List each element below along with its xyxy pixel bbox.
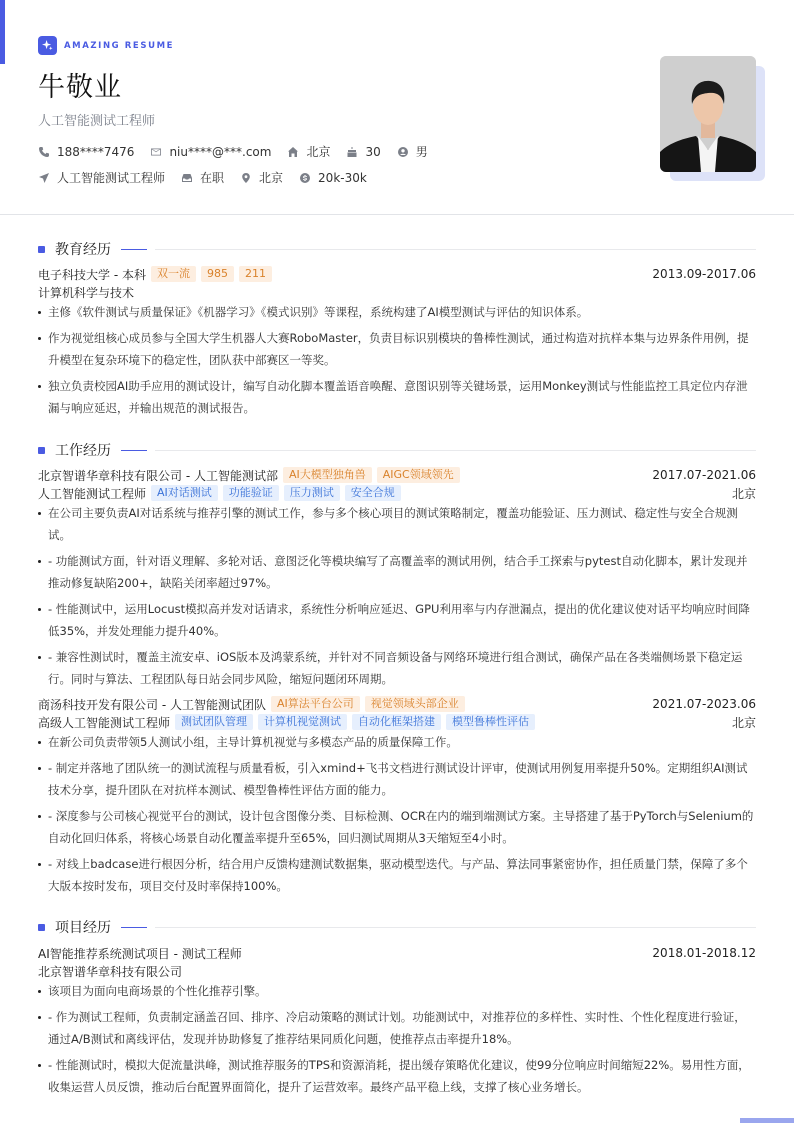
- role-tag: AI对话测试: [151, 485, 218, 501]
- bullet-item: - 兼容性测试时，覆盖主流安卓、iOS版本及鸿蒙系统，并针对不同音频设备与网络环境进行组合测试，确保产品在各类端侧场景下稳定运行。同时与算法、工程团队每日站会同步风险，缩短问题闭环周期。: [38, 646, 756, 690]
- section-line: [155, 249, 756, 250]
- role-tag: 功能验证: [223, 485, 279, 501]
- project-bullets: [38, 980, 756, 1098]
- brand-text: AMAZING RESUME: [64, 40, 175, 51]
- age-text: 30: [365, 144, 381, 159]
- phone-item: [38, 145, 134, 159]
- education-header-row: [38, 265, 756, 283]
- section-label: 工作经历: [55, 443, 111, 459]
- bullet-item: 该项目为面向电商场景的个性化推荐引擎。: [38, 980, 756, 1002]
- section-label: 教育经历: [55, 242, 111, 258]
- contact-row: [38, 143, 758, 160]
- section-dot: [38, 447, 45, 454]
- cake-icon: [346, 146, 358, 158]
- section-work-title: [38, 440, 756, 460]
- work-role-row: [38, 713, 756, 731]
- bullet-item: - 作为测试工程师，负责制定涵盖召回、排序、冷启动策略的测试计划。功能测试中，对推荐位的多样性、实时性、个性化程度进行验证，通过A/B测试和离线评估，发现并协助修复了推荐结果同质化问题，使推荐点击率提升18%。: [38, 1006, 756, 1050]
- section-line: [155, 927, 756, 928]
- project-header-row: [38, 944, 756, 962]
- bullet-item: 独立负责校园AI助手应用的测试设计，编写自动化脚本覆盖语音唤醒、意图识别等关键场景，运用Monkey测试与性能监控工具定位内存泄漏与响应延迟，并输出规范的测试报告。: [38, 375, 756, 419]
- header-divider: [0, 214, 794, 215]
- city-item: [240, 169, 283, 186]
- major: 计算机科学与技术: [38, 285, 135, 300]
- section-dash: [121, 249, 147, 250]
- bullet-item: 主修《软件测试与质量保证》《机器学习》《模式识别》等课程，系统构建了AI模型测试与评估的知识体系。: [38, 301, 756, 323]
- work-header-row: [38, 466, 756, 484]
- company-tag: AI大模型独角兽: [283, 467, 372, 483]
- bullet-item: 在公司主要负责AI对话系统与推荐引擎的测试工作，参与多个核心项目的测试策略制定，覆盖功能验证、压力测试、稳定性与安全合规测试。: [38, 502, 756, 546]
- company-tag: 视觉领域头部企业: [365, 696, 465, 712]
- work-role-row: [38, 484, 756, 502]
- phone-icon: [38, 146, 50, 158]
- email-item: [150, 145, 271, 159]
- section-education-title: [38, 239, 756, 259]
- city-text: 北京: [259, 171, 284, 185]
- project-company: 北京智谱华章科技有限公司: [38, 964, 183, 979]
- education-major-row: [38, 283, 756, 301]
- home-item: [287, 143, 330, 160]
- company-tag: AIGC领域领先: [377, 467, 460, 483]
- status-item: [181, 169, 224, 186]
- work-bullets: [38, 502, 756, 690]
- phone-text: 188****7476: [57, 144, 135, 159]
- section-dot: [38, 924, 45, 931]
- email-text: niu****@***.com: [169, 144, 272, 159]
- role-tag: 测试团队管理: [175, 714, 253, 730]
- section-label: 项目经历: [55, 920, 111, 936]
- role-tag: 压力测试: [284, 485, 340, 501]
- salary-text: 20k-30k: [318, 170, 367, 185]
- education-bullets: [38, 301, 756, 419]
- role-tag: 自动化框架搭建: [352, 714, 441, 730]
- role-tag: 计算机视觉测试: [258, 714, 347, 730]
- bullet-item: - 性能测试中，运用Locust模拟高并发对话请求，系统性分析响应延迟、GPU利用率与内存泄漏点，提出的优化建议使对话平均响应时间降低35%，并发处理能力提升40%。: [38, 598, 756, 642]
- section-dot: [38, 246, 45, 253]
- section-line: [155, 450, 756, 451]
- section-dash: [121, 927, 147, 928]
- project-company-row: [38, 962, 756, 980]
- job-text: 人工智能测试工程师: [57, 171, 166, 185]
- school-tag: 双一流: [151, 266, 196, 282]
- school-name: 电子科技大学 - 本科: [38, 267, 146, 282]
- gender-text: 男: [415, 145, 428, 159]
- resume-header: [38, 36, 758, 206]
- location-pin-icon: [240, 172, 252, 184]
- bullet-item: - 功能测试方面，针对语义理解、多轮对话、意图泛化等模块编写了高覆盖率的测试用例，结合手工探索与pytest自动化脚本，累计发现并推动修复缺陷200+，缺陷关闭率超过97%。: [38, 550, 756, 594]
- section-dash: [121, 450, 147, 451]
- send-icon: [38, 172, 50, 184]
- role-tag: 安全合规: [345, 485, 401, 501]
- home-icon: [287, 146, 299, 158]
- role-name: 人工智能测试工程师: [38, 486, 147, 501]
- bullet-item: - 对线上badcase进行根因分析，结合用户反馈构建测试数据集，驱动模型迭代。与产品、算法同事紧密协作，担任质量门禁，保障了多个大版本按时发布，项目交付及时率保持100%。: [38, 853, 756, 897]
- company-name: 北京智谱华章科技有限公司 - 人工智能测试部: [38, 468, 278, 483]
- work-entry: [38, 695, 756, 901]
- inbox-icon: [181, 172, 193, 184]
- work-header-row: [38, 695, 756, 713]
- left-accent-bar: [0, 0, 5, 64]
- company-name: 商汤科技开发有限公司 - 人工智能测试团队: [38, 697, 266, 712]
- school-tag: 211: [239, 266, 272, 282]
- candidate-title: 人工智能测试工程师: [38, 114, 156, 129]
- bullet-item: - 制定并落地了团队统一的测试流程与质量看板，引入xmind+飞书文档进行测试设计评审，使测试用例复用率提升50%。定期组织AI测试技术分享，提升团队在对抗样本测试、模型鲁棒性评估方面的能力。: [38, 757, 756, 801]
- bullet-item: 作为视觉组核心成员参与全国大学生机器人大赛RoboMaster，负责目标识别模块的鲁棒性测试，通过构造对抗样本集与边界条件用例，提升模型在复杂环境下的稳定性，团队获中部赛区一等奖。: [38, 327, 756, 371]
- sparkle-icon: [38, 36, 57, 55]
- section-project-title: [38, 917, 756, 937]
- education-date: 2013.09-2017.06: [652, 267, 756, 281]
- work-city: 北京: [731, 486, 756, 501]
- role-tag: 模型鲁棒性评估: [446, 714, 535, 730]
- company-tag: AI算法平台公司: [271, 696, 360, 712]
- coin-icon: [299, 172, 311, 184]
- home-text: 北京: [306, 145, 331, 159]
- candidate-name: 牛敬业: [38, 72, 122, 103]
- bullet-item: - 性能测试时，模拟大促流量洪峰，测试推荐服务的TPS和资源消耗，提出缓存策略优化建议，使99分位响应时间缩短22%。易用性方面，收集运营人员反馈，推动后台配置界面简化，提升了运营效率。最终产品平稳上线，支撑了核心业务增长。: [38, 1054, 756, 1098]
- job-item: [38, 169, 165, 186]
- role-name: 高级人工智能测试工程师: [38, 715, 171, 730]
- bullet-item: - 深度参与公司核心视觉平台的测试，设计包含图像分类、目标检测、OCR在内的端到端测试方案。主导搭建了基于PyTorch与Selenium的自动化回归体系，将核心场景自动化覆盖率提升至65%，回归测试周期从3天缩短至4小时。: [38, 805, 756, 849]
- bottom-accent-bar: [740, 1118, 794, 1123]
- age-item: [346, 145, 380, 159]
- intent-row: [38, 169, 758, 186]
- salary-item: [299, 171, 367, 185]
- work-date: 2021.07-2023.06: [652, 697, 756, 711]
- school-tag: 985: [201, 266, 234, 282]
- gender-item: [397, 143, 428, 160]
- project-name: AI智能推荐系统测试项目 - 测试工程师: [38, 946, 242, 961]
- project-date: 2018.01-2018.12: [652, 946, 756, 960]
- mail-icon: [150, 146, 162, 158]
- profile-photo: [660, 56, 756, 172]
- work-entry: [38, 466, 756, 694]
- brand: [38, 36, 758, 55]
- project-entry: [38, 944, 756, 1102]
- education-entry: [38, 265, 756, 423]
- user-circle-icon: [397, 146, 409, 158]
- bullet-item: 在新公司负责带领5人测试小组，主导计算机视觉与多模态产品的质量保障工作。: [38, 731, 756, 753]
- work-city: 北京: [731, 715, 756, 730]
- status-text: 在职: [200, 171, 225, 185]
- work-bullets: [38, 731, 756, 897]
- work-date: 2017.07-2021.06: [652, 468, 756, 482]
